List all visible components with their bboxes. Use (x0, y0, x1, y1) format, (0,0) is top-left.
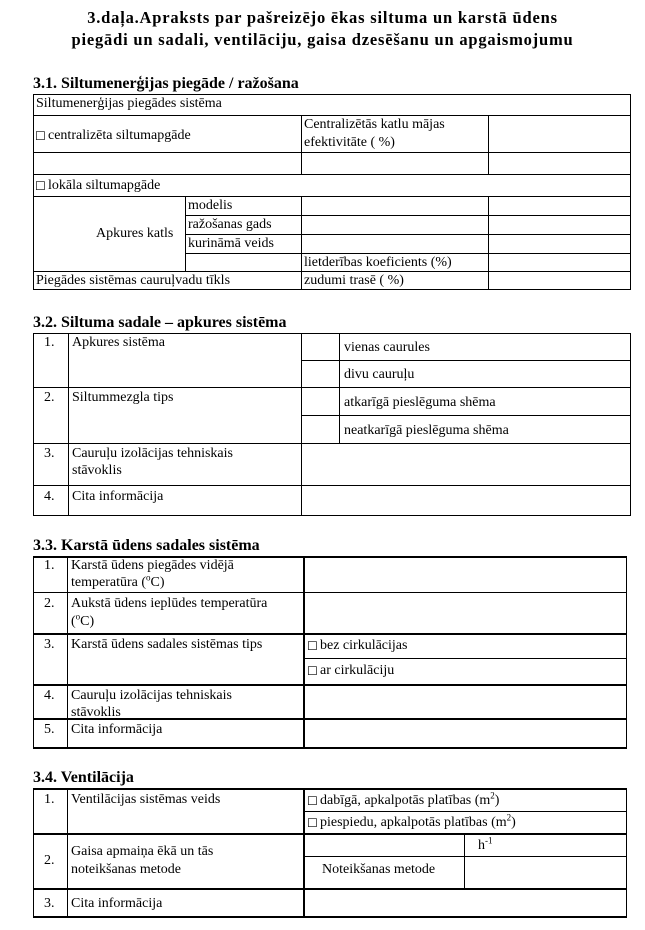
air-exchange-unit: $h^{-1}$ (478, 835, 493, 853)
checkbox-with-circulation[interactable]: ☐ (307, 664, 318, 678)
heating-system-label: Apkures sistēma (72, 335, 165, 350)
boiler-model-label: modelis (188, 198, 233, 213)
hw-other-info-label: Cita informācija (71, 722, 163, 737)
s33-row-2-num: 2. (44, 596, 55, 611)
s33-row-4-num: 4. (44, 688, 55, 703)
section-3-4-heading: 3.4. Ventilācija (33, 769, 134, 786)
cold-water-temp-label-2: ($^o$C) (71, 611, 95, 629)
boiler-house-efficiency-label-1: Centralizētās katlu mājas (304, 117, 445, 132)
option-single-pipe: vienas caurules (344, 340, 430, 355)
s33-row-5-num: 5. (44, 722, 55, 737)
hot-water-system-type-label: Karstā ūdens sadales sistēmas tips (71, 637, 263, 652)
checkbox-centralized[interactable]: ☐ (35, 129, 46, 143)
centralized-supply-label: centralizēta siltumapgāde (48, 128, 191, 143)
other-info-label: Cita informācija (72, 489, 164, 504)
checkbox-local[interactable]: ☐ (35, 179, 46, 193)
option-forced-ventilation: piespiedu, apkalpotās platības $(m^2)$ (320, 812, 516, 830)
checkbox-natural-ventilation[interactable]: ☐ (307, 794, 318, 808)
hot-water-temp-label-2: temperatūra ($^o$C) (71, 572, 165, 590)
local-supply-label: lokāla siltumapgāde (48, 178, 161, 193)
option-independent-connection: neatkarīgā pieslēguma shēma (344, 423, 509, 438)
section-3-2-heading: 3.2. Siltuma sadale – apkures sistēma (33, 314, 287, 331)
s32-row-1-num: 1. (44, 335, 55, 350)
hot-water-temp-label-1: Karstā ūdens piegādes vidējā (71, 558, 234, 573)
checkbox-forced-ventilation[interactable]: ☐ (307, 816, 318, 830)
option-no-circulation: bez cirkulācijas (320, 638, 408, 653)
boiler-efficiency-label: lietderības koeficients (%) (304, 255, 452, 270)
pipe-insulation-label-1: Cauruļu izolācijas tehniskais (72, 446, 233, 461)
determination-method-label: Noteikšanas metode (322, 862, 436, 877)
boiler-house-efficiency-label-2: efektivitāte ( %) (304, 135, 395, 150)
substation-type-label: Siltummezgla tips (72, 390, 174, 405)
page-title-line-2: piegādi un sadali, ventilāciju, gaisa dzesēšanu un apgaismojumu (71, 30, 574, 49)
section-3-1-heading: 3.1. Siltumenerģijas piegāde / ražošana (33, 75, 299, 92)
s32-row-2-num: 2. (44, 390, 55, 405)
network-losses-label: zudumi trasē ( %) (304, 273, 404, 288)
s34-row-1-num: 1. (44, 792, 55, 807)
s33-row-3-num: 3. (44, 637, 55, 652)
checkbox-no-circulation[interactable]: ☐ (307, 639, 318, 653)
heat-supply-system-label: Siltumenerģijas piegādes sistēma (36, 96, 222, 111)
hw-pipe-insulation-label-1: Cauruļu izolācijas tehniskais (71, 688, 232, 703)
option-dependent-connection: atkarīgā pieslēguma shēma (344, 395, 496, 410)
boiler-fuel-label: kurināmā veids (188, 236, 274, 251)
option-two-pipe: divu cauruļu (344, 367, 415, 382)
cold-water-temp-label-1: Aukstā ūdens ieplūdes temperatūra (71, 596, 268, 611)
s34-row-3-num: 3. (44, 896, 55, 911)
hw-pipe-insulation-label-2: stāvoklis (71, 705, 121, 720)
page-title-line-1: 3.daļa.Apraksts par pašreizējo ēkas siltuma un karstā ūdens (87, 8, 558, 27)
pipe-insulation-label-2: stāvoklis (72, 463, 122, 478)
s32-row-3-num: 3. (44, 446, 55, 461)
pipe-network-label: Piegādes sistēmas cauruļvadu tīkls (36, 273, 231, 288)
air-exchange-label-1: Gaisa apmaiņa ēkā un tās (71, 844, 214, 859)
ventilation-other-info-label: Cita informācija (71, 896, 163, 911)
ventilation-type-label: Ventilācijas sistēmas veids (71, 792, 221, 807)
boiler-year-label: ražošanas gads (188, 217, 272, 232)
boiler-label: Apkures katls (96, 226, 174, 241)
s33-row-1-num: 1. (44, 558, 55, 573)
s34-row-2-num: 2. (44, 853, 55, 868)
s32-row-4-num: 4. (44, 489, 55, 504)
option-natural-ventilation: dabīgā, apkalpotās platības $(m^2)$ (320, 790, 500, 808)
section-3-3-heading: 3.3. Karstā ūdens sadales sistēma (33, 537, 260, 554)
air-exchange-label-2: noteikšanas metode (71, 862, 182, 877)
option-with-circulation: ar cirkulāciju (320, 663, 395, 678)
